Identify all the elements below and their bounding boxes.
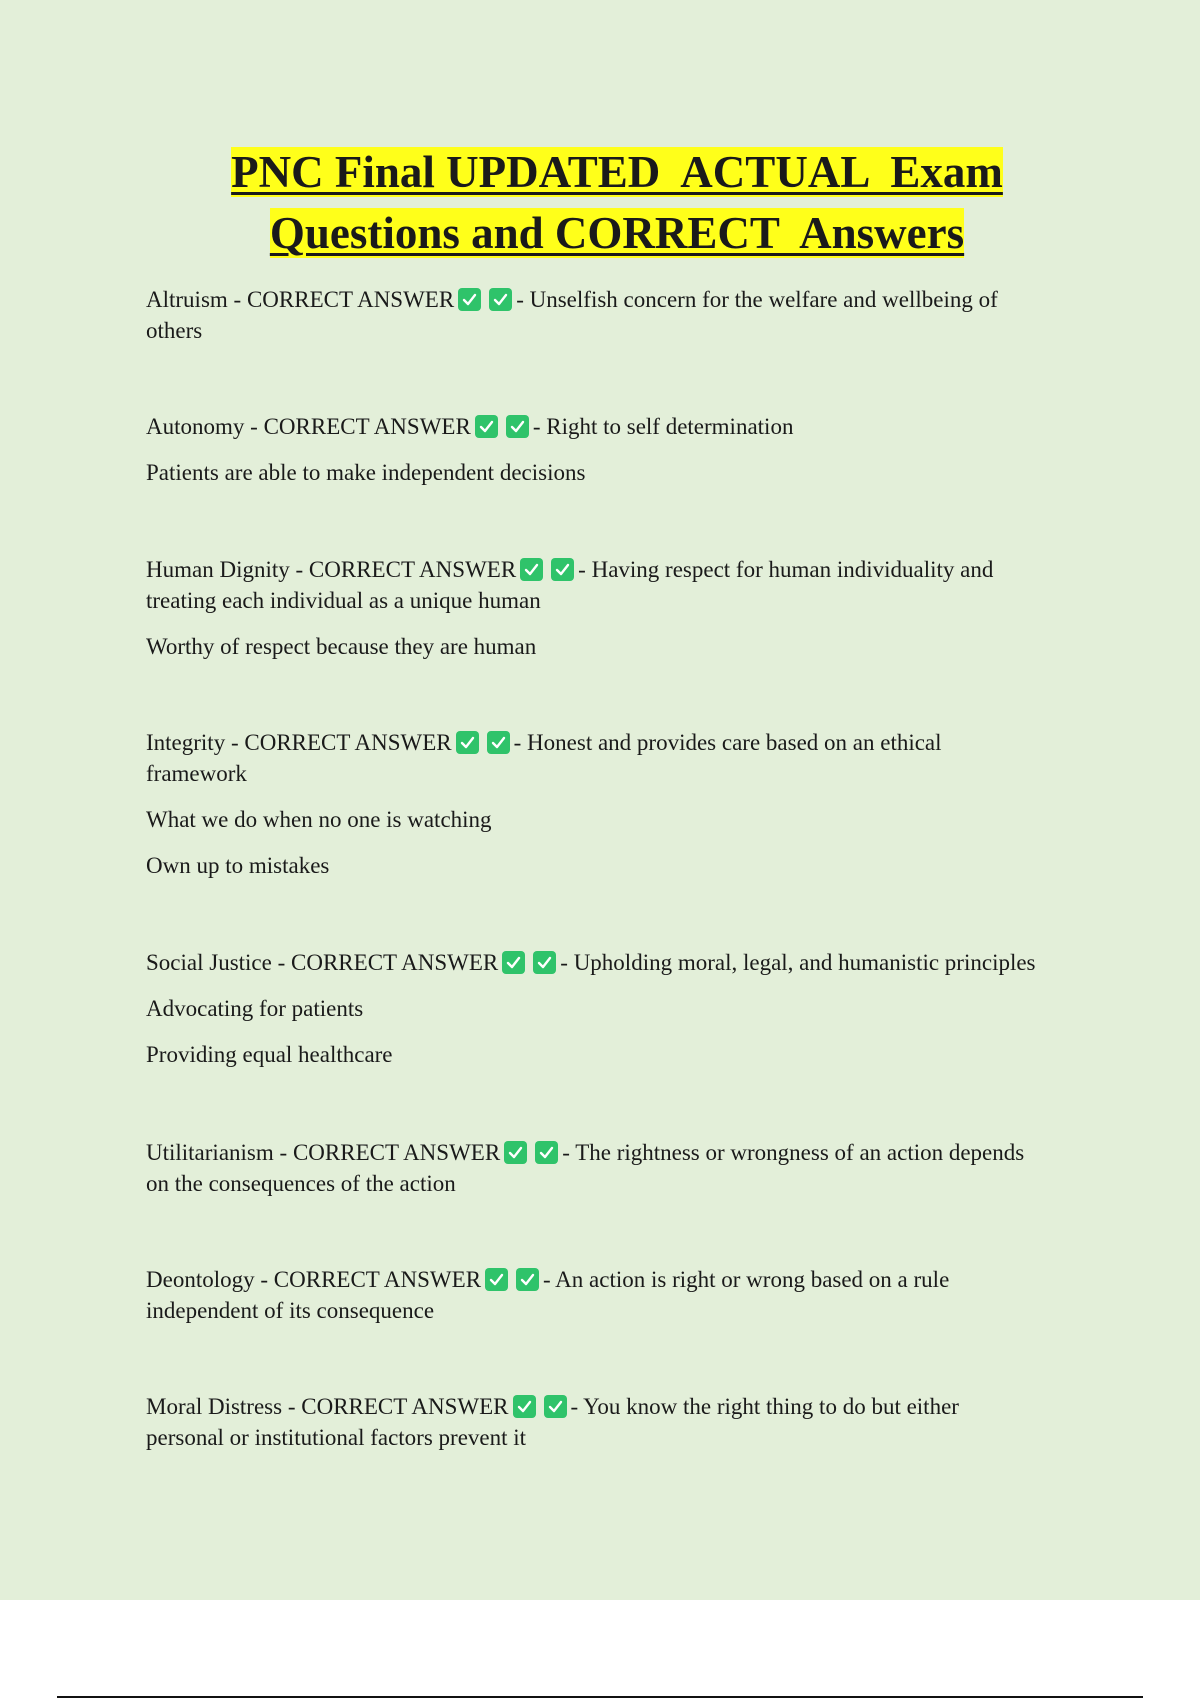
check-mark-icon	[513, 1395, 536, 1418]
correct-answer-label: CORRECT ANSWER	[292, 1140, 501, 1165]
qa-entry-utilitarianism	[146, 1137, 1096, 1199]
definition-continued: on the consequences of the action	[146, 1171, 456, 1196]
check-mark-icon	[520, 558, 543, 581]
check-mark-icon	[475, 415, 498, 438]
definition-continued: framework	[146, 761, 247, 786]
definition: You know the right thing to do but either	[583, 1394, 959, 1419]
term: Social Justice	[146, 950, 272, 975]
definition-continued: treating each individual as a unique human	[146, 588, 541, 613]
note: Worthy of respect because they are human	[146, 634, 537, 659]
note: Own up to mistakes	[146, 853, 330, 878]
qa-entry-autonomy	[146, 411, 1096, 488]
definition-continued: others	[146, 318, 203, 343]
definition: Honest and provides care based on an ethical	[527, 730, 942, 755]
note: Providing equal healthcare	[146, 1042, 393, 1067]
correct-answer-label: CORRECT ANSWER	[273, 1267, 482, 1292]
qa-question-line: Autonomy - CORRECT ANSWER - Right to self determination	[146, 414, 794, 439]
definition: An action is right or wrong based on a rule	[555, 1267, 950, 1292]
qa-entry-social-justice	[146, 947, 1096, 1070]
definition: Unselfish concern for the welfare and wellbeing of	[529, 287, 998, 312]
check-mark-icon	[506, 415, 529, 438]
check-mark-icon	[516, 1268, 539, 1291]
check-mark-icon	[544, 1395, 567, 1418]
qa-question-line: Human Dignity - CORRECT ANSWER - Having respect for human individuality and	[146, 557, 994, 582]
check-mark-icon	[502, 951, 525, 974]
term: Moral Distress	[146, 1394, 283, 1419]
qa-entry-moral-distress	[146, 1391, 1096, 1453]
qa-entry-altruism	[146, 284, 1096, 346]
term: Integrity	[146, 730, 226, 755]
definition: The rightness or wrongness of an action depends	[575, 1140, 1025, 1165]
term: Utilitarianism	[146, 1140, 274, 1165]
check-mark-icon	[551, 558, 574, 581]
footer-divider	[57, 1696, 1143, 1698]
qa-question-line: Moral Distress - CORRECT ANSWER - You know the right thing to do but either	[146, 1394, 959, 1419]
correct-answer-label: CORRECT ANSWER	[301, 1394, 509, 1419]
term: Deontology	[146, 1267, 255, 1292]
check-mark-icon	[485, 1268, 508, 1291]
correct-answer-label: CORRECT ANSWER	[308, 557, 517, 582]
definition-continued: personal or institutional factors prevent it	[146, 1425, 527, 1450]
title-line-1: PNC Final UPDATED ACTUAL Exam	[231, 147, 1003, 197]
qa-entry-deontology	[146, 1264, 1096, 1326]
check-mark-icon	[489, 288, 512, 311]
qa-entry-integrity	[146, 727, 1096, 881]
correct-answer-label: CORRECT ANSWER	[246, 287, 455, 312]
check-mark-icon	[533, 951, 556, 974]
qa-question-line: Integrity - CORRECT ANSWER - Honest and provides care based on an ethical	[146, 730, 942, 755]
note: What we do when no one is watching	[146, 807, 492, 832]
check-mark-icon	[456, 731, 479, 754]
definition: Right to self determination	[546, 414, 794, 439]
check-mark-icon	[458, 288, 481, 311]
page-footer	[0, 1600, 1200, 1700]
term: Autonomy	[146, 414, 245, 439]
correct-answer-label: CORRECT ANSWER	[244, 730, 452, 755]
note: Advocating for patients	[146, 996, 364, 1021]
definition: Having respect for human individuality and	[591, 557, 994, 582]
qa-question-line: Deontology - CORRECT ANSWER - An action is right or wrong based on a rule	[146, 1267, 950, 1292]
term: Human Dignity	[146, 557, 290, 582]
term: Altruism	[146, 287, 228, 312]
qa-entry-human-dignity	[146, 554, 1096, 662]
check-mark-icon	[487, 731, 510, 754]
correct-answer-label: CORRECT ANSWER	[263, 414, 471, 439]
definition: Upholding moral, legal, and humanistic principles	[573, 950, 1036, 975]
check-mark-icon	[504, 1141, 527, 1164]
qa-question-line: Social Justice - CORRECT ANSWER - Upholding moral, legal, and humanistic principles	[146, 950, 1036, 975]
correct-answer-label: CORRECT ANSWER	[291, 950, 499, 975]
check-mark-icon	[535, 1141, 558, 1164]
document-title	[0, 142, 1200, 264]
note: Patients are able to make independent decisions	[146, 460, 586, 485]
title-line-2: Questions and CORRECT Answers	[269, 208, 965, 258]
definition-continued: independent of its consequence	[146, 1298, 435, 1323]
qa-question-line: Altruism - CORRECT ANSWER - Unselfish concern for the welfare and wellbeing of	[146, 287, 998, 312]
qa-question-line: Utilitarianism - CORRECT ANSWER - The rightness or wrongness of an action depends	[146, 1140, 1025, 1165]
